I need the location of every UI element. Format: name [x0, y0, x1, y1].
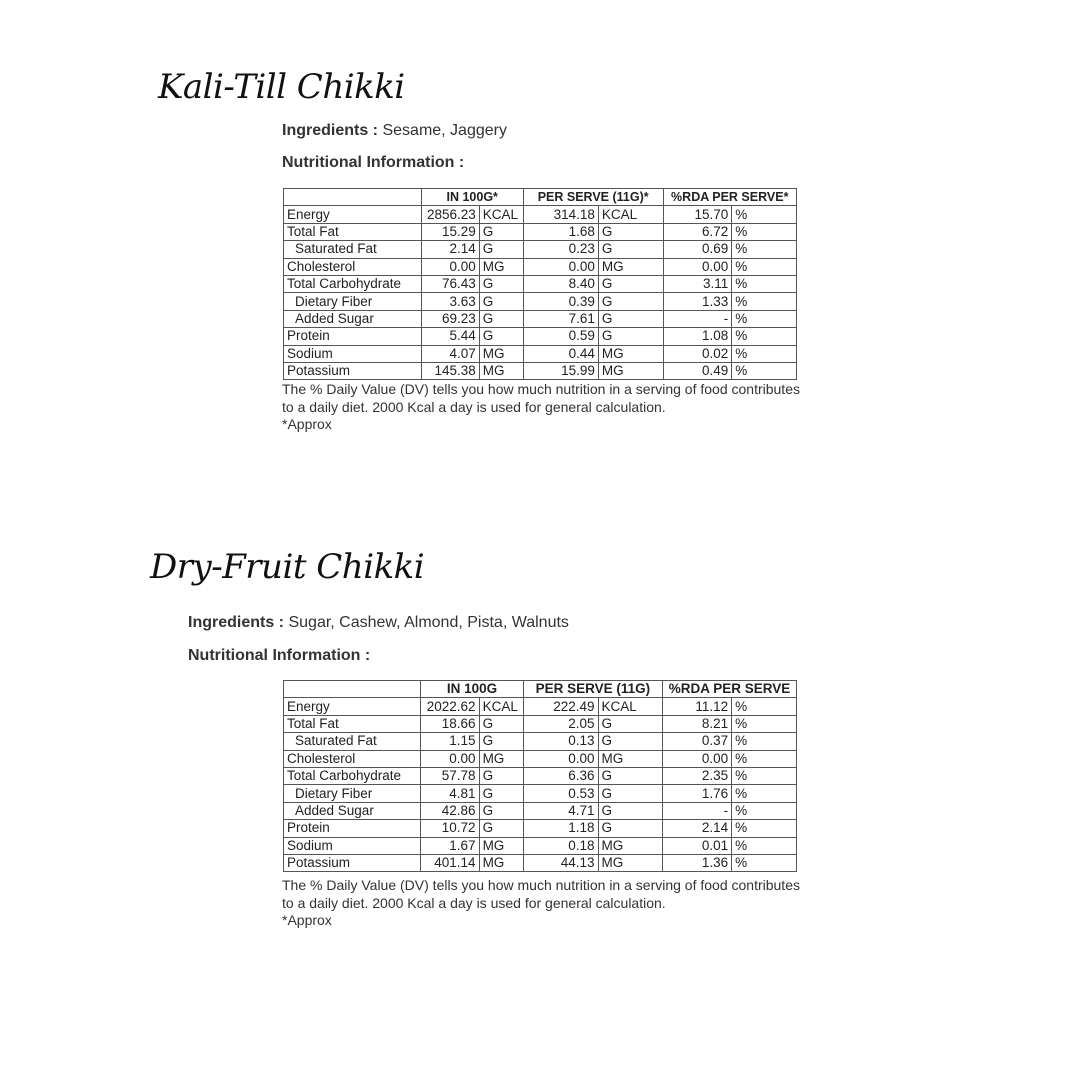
- serve-value: 4.71: [523, 802, 598, 819]
- table-row: [284, 698, 797, 715]
- nutrient-name: Protein: [284, 328, 422, 345]
- nutrition-table: [283, 188, 797, 380]
- rda-unit: %: [732, 802, 797, 819]
- ingredients-line: [188, 615, 569, 631]
- table-body: [284, 698, 797, 872]
- in100-value: 1.67: [421, 837, 479, 854]
- serve-unit: G: [598, 802, 663, 819]
- serve-unit: G: [598, 785, 663, 802]
- table-row: [284, 820, 797, 837]
- footnote-line: The % Daily Value (DV) tells you how much nutrition in a serving of food contributes: [282, 381, 800, 397]
- in100-unit: G: [479, 733, 523, 750]
- table-row: [284, 345, 797, 362]
- table-header-row: [284, 189, 797, 206]
- in100-unit: KCAL: [479, 698, 523, 715]
- serve-unit: MG: [598, 345, 663, 362]
- ingredients-label: Ingredients :: [282, 122, 379, 139]
- rda-unit: %: [732, 241, 797, 258]
- nutrition-heading: Nutritional Information :: [188, 647, 371, 664]
- footnote-approx: *Approx: [282, 912, 332, 928]
- in100-value: 15.29: [421, 223, 479, 240]
- in100-value: 2022.62: [421, 698, 479, 715]
- rda-unit: %: [732, 362, 797, 379]
- rda-unit: %: [732, 698, 797, 715]
- in100-value: 2856.23: [421, 206, 479, 223]
- rda-value: 2.35: [663, 767, 732, 784]
- serve-unit: KCAL: [598, 698, 663, 715]
- serve-unit: G: [598, 820, 663, 837]
- serve-value: 0.18: [523, 837, 598, 854]
- rda-value: 11.12: [663, 698, 732, 715]
- serve-value: 6.36: [523, 767, 598, 784]
- rda-unit: %: [732, 820, 797, 837]
- nutrient-name: Cholesterol: [284, 258, 422, 275]
- in100-value: 401.14: [421, 854, 479, 871]
- nutrient-name: Potassium: [284, 362, 422, 379]
- rda-value: 0.01: [663, 837, 732, 854]
- in100-unit: G: [479, 223, 523, 240]
- rda-value: 0.00: [663, 258, 732, 275]
- nutrient-name: Dietary Fiber: [284, 785, 421, 802]
- rda-value: 2.14: [663, 820, 732, 837]
- rda-unit: %: [732, 293, 797, 310]
- in100-unit: KCAL: [479, 206, 523, 223]
- in100-unit: MG: [479, 750, 523, 767]
- footnote: [282, 877, 842, 930]
- serve-value: 222.49: [523, 698, 598, 715]
- header-rda: %RDA PER SERVE: [663, 681, 797, 698]
- in100-value: 57.78: [421, 767, 479, 784]
- in100-unit: G: [479, 328, 523, 345]
- in100-value: 5.44: [421, 328, 479, 345]
- nutrient-name: Total Fat: [284, 223, 422, 240]
- serve-unit: G: [598, 767, 663, 784]
- table-row: [284, 206, 797, 223]
- rda-unit: %: [732, 733, 797, 750]
- in100-value: 4.07: [421, 345, 479, 362]
- rda-value: -: [663, 310, 732, 327]
- in100-value: 3.63: [421, 293, 479, 310]
- in100-unit: G: [479, 293, 523, 310]
- rda-value: 0.37: [663, 733, 732, 750]
- table-row: [284, 310, 797, 327]
- rda-unit: %: [732, 206, 797, 223]
- in100-value: 18.66: [421, 715, 479, 732]
- in100-value: 0.00: [421, 750, 479, 767]
- rda-unit: %: [732, 258, 797, 275]
- rda-unit: %: [732, 837, 797, 854]
- nutrient-name: Added Sugar: [284, 802, 421, 819]
- serve-value: 1.18: [523, 820, 598, 837]
- rda-value: 0.00: [663, 750, 732, 767]
- nutrient-name: Cholesterol: [284, 750, 421, 767]
- serve-value: 0.53: [523, 785, 598, 802]
- in100-unit: G: [479, 715, 523, 732]
- in100-value: 145.38: [421, 362, 479, 379]
- nutrition-table: [283, 680, 797, 872]
- nutrient-name: Total Fat: [284, 715, 421, 732]
- in100-unit: MG: [479, 854, 523, 871]
- in100-unit: MG: [479, 258, 523, 275]
- in100-unit: MG: [479, 345, 523, 362]
- in100-value: 0.00: [421, 258, 479, 275]
- table-row: [284, 328, 797, 345]
- table-row: [284, 275, 797, 292]
- header-in-100g: IN 100G*: [421, 189, 523, 206]
- product-title: Dry-Fruit Chikki: [150, 547, 425, 587]
- rda-unit: %: [732, 223, 797, 240]
- in100-unit: G: [479, 241, 523, 258]
- in100-unit: G: [479, 802, 523, 819]
- header-per-serve: PER SERVE (11G)*: [523, 189, 663, 206]
- table-row: [284, 362, 797, 379]
- serve-value: 44.13: [523, 854, 598, 871]
- footnote: [282, 381, 842, 434]
- in100-value: 1.15: [421, 733, 479, 750]
- nutrient-name: Energy: [284, 698, 421, 715]
- rda-value: 6.72: [663, 223, 732, 240]
- in100-value: 10.72: [421, 820, 479, 837]
- header-nutrient: [284, 189, 422, 206]
- nutrition-heading: Nutritional Information :: [282, 154, 465, 171]
- table-body: [284, 206, 797, 380]
- serve-unit: G: [598, 275, 663, 292]
- serve-value: 0.00: [523, 750, 598, 767]
- nutrient-name: Protein: [284, 820, 421, 837]
- serve-value: 0.39: [523, 293, 598, 310]
- table-row: [284, 715, 797, 732]
- in100-unit: G: [479, 310, 523, 327]
- rda-unit: %: [732, 328, 797, 345]
- nutrient-name: Sodium: [284, 837, 421, 854]
- rda-value: 1.08: [663, 328, 732, 345]
- serve-unit: G: [598, 241, 663, 258]
- nutrient-name: Saturated Fat: [284, 733, 421, 750]
- serve-value: 2.05: [523, 715, 598, 732]
- serve-value: 314.18: [523, 206, 598, 223]
- rda-unit: %: [732, 715, 797, 732]
- header-nutrient: [284, 681, 421, 698]
- rda-value: 0.49: [663, 362, 732, 379]
- table-row: [284, 837, 797, 854]
- footnote-line: to a daily diet. 2000 Kcal a day is used for general calculation.: [282, 894, 666, 911]
- serve-unit: MG: [598, 837, 663, 854]
- nutrient-name: Total Carbohydrate: [284, 767, 421, 784]
- serve-unit: MG: [598, 854, 663, 871]
- in100-value: 69.23: [421, 310, 479, 327]
- serve-unit: KCAL: [598, 206, 663, 223]
- serve-value: 0.59: [523, 328, 598, 345]
- footnote-line: to a daily diet. 2000 Kcal a day is used for general calculation.: [282, 398, 666, 415]
- rda-unit: %: [732, 854, 797, 871]
- rda-value: 0.02: [663, 345, 732, 362]
- in100-unit: G: [479, 275, 523, 292]
- rda-unit: %: [732, 767, 797, 784]
- rda-value: 15.70: [663, 206, 732, 223]
- table-row: [284, 258, 797, 275]
- header-rda: %RDA PER SERVE*: [663, 189, 797, 206]
- serve-value: 15.99: [523, 362, 598, 379]
- product-title: Kali-Till Chikki: [158, 67, 405, 107]
- table-row: [284, 293, 797, 310]
- rda-value: -: [663, 802, 732, 819]
- in100-unit: G: [479, 767, 523, 784]
- serve-unit: G: [598, 293, 663, 310]
- rda-value: 8.21: [663, 715, 732, 732]
- serve-value: 0.44: [523, 345, 598, 362]
- in100-value: 4.81: [421, 785, 479, 802]
- ingredients-line: [282, 123, 507, 139]
- nutrient-name: Energy: [284, 206, 422, 223]
- nutrient-name: Added Sugar: [284, 310, 422, 327]
- serve-unit: G: [598, 328, 663, 345]
- footnote-approx: *Approx: [282, 416, 332, 432]
- ingredients-label: Ingredients :: [188, 614, 285, 631]
- header-per-serve: PER SERVE (11G): [523, 681, 663, 698]
- serve-value: 0.23: [523, 241, 598, 258]
- serve-unit: G: [598, 310, 663, 327]
- ingredients-value: Sesame, Jaggery: [382, 122, 507, 139]
- table-row: [284, 733, 797, 750]
- serve-value: 1.68: [523, 223, 598, 240]
- serve-unit: G: [598, 223, 663, 240]
- rda-value: 3.11: [663, 275, 732, 292]
- rda-value: 1.76: [663, 785, 732, 802]
- rda-unit: %: [732, 275, 797, 292]
- rda-unit: %: [732, 785, 797, 802]
- in100-unit: MG: [479, 837, 523, 854]
- in100-value: 42.86: [421, 802, 479, 819]
- serve-unit: MG: [598, 750, 663, 767]
- table-row: [284, 785, 797, 802]
- in100-unit: G: [479, 785, 523, 802]
- table-row: [284, 223, 797, 240]
- serve-value: 8.40: [523, 275, 598, 292]
- serve-value: 0.13: [523, 733, 598, 750]
- in100-value: 76.43: [421, 275, 479, 292]
- nutrient-name: Total Carbohydrate: [284, 275, 422, 292]
- footnote-line: The % Daily Value (DV) tells you how much nutrition in a serving of food contributes: [282, 877, 800, 893]
- serve-value: 7.61: [523, 310, 598, 327]
- in100-unit: MG: [479, 362, 523, 379]
- table-row: [284, 750, 797, 767]
- serve-unit: MG: [598, 258, 663, 275]
- header-in-100g: IN 100G: [421, 681, 523, 698]
- nutrient-name: Sodium: [284, 345, 422, 362]
- table-row: [284, 802, 797, 819]
- table-row: [284, 767, 797, 784]
- nutrient-name: Dietary Fiber: [284, 293, 422, 310]
- table-row: [284, 854, 797, 871]
- serve-unit: G: [598, 733, 663, 750]
- nutrient-name: Potassium: [284, 854, 421, 871]
- serve-value: 0.00: [523, 258, 598, 275]
- rda-unit: %: [732, 750, 797, 767]
- rda-unit: %: [732, 310, 797, 327]
- in100-value: 2.14: [421, 241, 479, 258]
- serve-unit: G: [598, 715, 663, 732]
- rda-value: 0.69: [663, 241, 732, 258]
- nutrient-name: Saturated Fat: [284, 241, 422, 258]
- serve-unit: MG: [598, 362, 663, 379]
- rda-value: 1.33: [663, 293, 732, 310]
- table-row: [284, 241, 797, 258]
- rda-value: 1.36: [663, 854, 732, 871]
- ingredients-value: Sugar, Cashew, Almond, Pista, Walnuts: [288, 614, 569, 631]
- table-header-row: [284, 681, 797, 698]
- rda-unit: %: [732, 345, 797, 362]
- in100-unit: G: [479, 820, 523, 837]
